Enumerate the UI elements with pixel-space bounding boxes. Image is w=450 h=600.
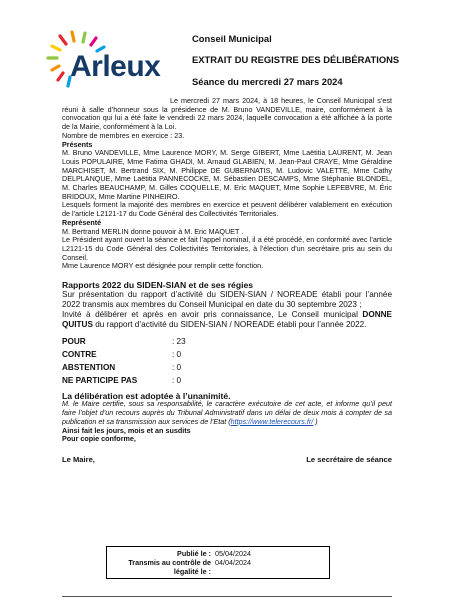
transmitted-label: Transmis au contrôle de légalité le : (128, 558, 211, 576)
vote-value: : 0 (172, 375, 182, 385)
report-p2-end: du rapport d’activité du SIDEN-SIAN / NOREADE établi pour l’année 2022. (92, 319, 367, 329)
published-label: Publié le : (177, 549, 211, 558)
telerecours-link[interactable]: https://www.telerecours.fr/ (230, 416, 314, 426)
logo-text: Arleux (70, 50, 161, 83)
report-paragraph-1: Sur présentation du rapport d’activité du SIDEN-SIAN / NOREADE établi pour l’année 2022 transmis aux membres du Conseil Municipal en date du 30 septembre 2023 ; (62, 289, 392, 309)
vote-value: : 0 (172, 362, 182, 372)
vote-label: NE PARTICIPE PAS (62, 375, 138, 385)
legal-text-end: ) (313, 416, 318, 426)
footer-divider (62, 596, 392, 597)
transmitted-row (107, 558, 329, 576)
represented-title: Représenté (62, 217, 102, 227)
header-title: Conseil Municipal (192, 33, 272, 44)
secretary-designation: Mme Laurence MORY est désignée pour remplir cette fonction. (62, 261, 264, 271)
presents-title: Présents (62, 139, 93, 149)
members-count: Nombre de membres en exercice : 23. (62, 130, 185, 140)
vote-label: ABSTENTION (62, 362, 116, 372)
vote-value: : 23 (172, 336, 186, 346)
legal-text-start: M. le Maire certifie, sous sa responsabilité, le caractère exécutoire de cet acte, et informe qu’il peut faire l’objet d’un recours auprès du Tribunal Administratif dans un délai de deux mois à compter de sa publication et sa transmission aux services de l’Etat ( (62, 399, 392, 426)
transmitted-date: 04/04/2024 (215, 558, 251, 567)
opening-paragraph: Le Président ayant ouvert la séance et fait l’appel nominal, il a été procédé, en conformité avec l’article L2121-15 du Code Général des Collectivités Territoriales, à l’élection d’un secrétaire pris au sein du Conseil. (62, 235, 392, 262)
presents-list: M. Bruno VANDEVILLE, Mme Laurence MORY, M. Serge GIBERT, Mme Laëtitia LAURENT, M. Jean Louis POPULAIRE, Mme Fatima GHADI, M. Arnaud GLABIEN, M. Jean-Paul CRAYE, Mme Géraldine MARCHISET, M. Bertrand SIX, M. Philippe DE GUBERNATIS, M. Ludovic VALETTE, Mme Cathy DELPLANQUE, Mme Laëtitia PANNECOCKE, M. Sébastien DESCAMPS, Mme Stéphanie BLONDEL, M. Charles BEAUCHAMP, M. Gilles COQUELLE, M. Eric MAQUET, Mme Sophie LEFEBVRE, M. Éric BRIDOUX, Mme Martine PINHEIRO. (62, 148, 392, 201)
vote-row-abstention (62, 362, 392, 375)
arleux-logo (46, 30, 171, 98)
publication-box (106, 546, 330, 579)
vote-value: : 0 (172, 349, 182, 359)
secretary-signature-label: Le secrétaire de séance (306, 454, 392, 464)
session-date: Séance du mercredi 27 mars 2024 (192, 76, 343, 87)
majority-statement: Lesquels forment la majorité des membres en exercice et peuvent délibérer valablement en exécution de l’article L2121-17 du Code Général des Collectivités Territoriales. (62, 200, 392, 219)
intro-paragraph: Le mercredi 27 mars 2024, à 18 heures, le Conseil Municipal s’est réuni à salle d’honneur sous la présidence de M. Bruno VANDEVILLE, maire, conformément à la convocation qui lui a été faite le vendredi 22 mars 2024, laquelle convocation a été affichée à la porte de la Mairie, conformément à la Loi. (62, 96, 392, 132)
published-row (107, 549, 329, 558)
vote-label: CONTRE (62, 349, 97, 359)
report-title: Rapports 2022 du SIDEN-SIAN et de ses régies (62, 280, 254, 291)
published-date: 05/04/2024 (215, 549, 251, 558)
document-body (62, 97, 392, 465)
quitus-text: DONNE QUITUS (62, 309, 392, 329)
vote-label: POUR (62, 336, 86, 346)
report-p2-start: Invité à délibérer et après en avoir pris connaissance, Le Conseil municipal (62, 309, 363, 319)
vote-row-ne-participe-pas (62, 375, 392, 388)
report-paragraph-2 (62, 310, 392, 330)
adoption-statement: La délibération est adoptée à l’unanimité. (62, 390, 231, 401)
closing-line-2: Pour copie conforme, (62, 434, 136, 444)
mayor-signature-label: Le Maire, (62, 454, 95, 464)
document-header (192, 33, 432, 88)
header-subtitle: EXTRAIT DU REGISTRE DES DÉLIBÉRATIONS (192, 54, 400, 65)
vote-row-pour (62, 336, 392, 349)
closing-line-1: Ainsi fait les jours, mois et an susdits (62, 425, 191, 435)
legal-notice (62, 400, 392, 426)
vote-results (62, 336, 392, 388)
represented-list: M. Bertrand MERLIN donne pouvoir à M. Eric MAQUET . (62, 226, 244, 236)
vote-row-contre (62, 349, 392, 362)
signature-row (62, 456, 392, 465)
